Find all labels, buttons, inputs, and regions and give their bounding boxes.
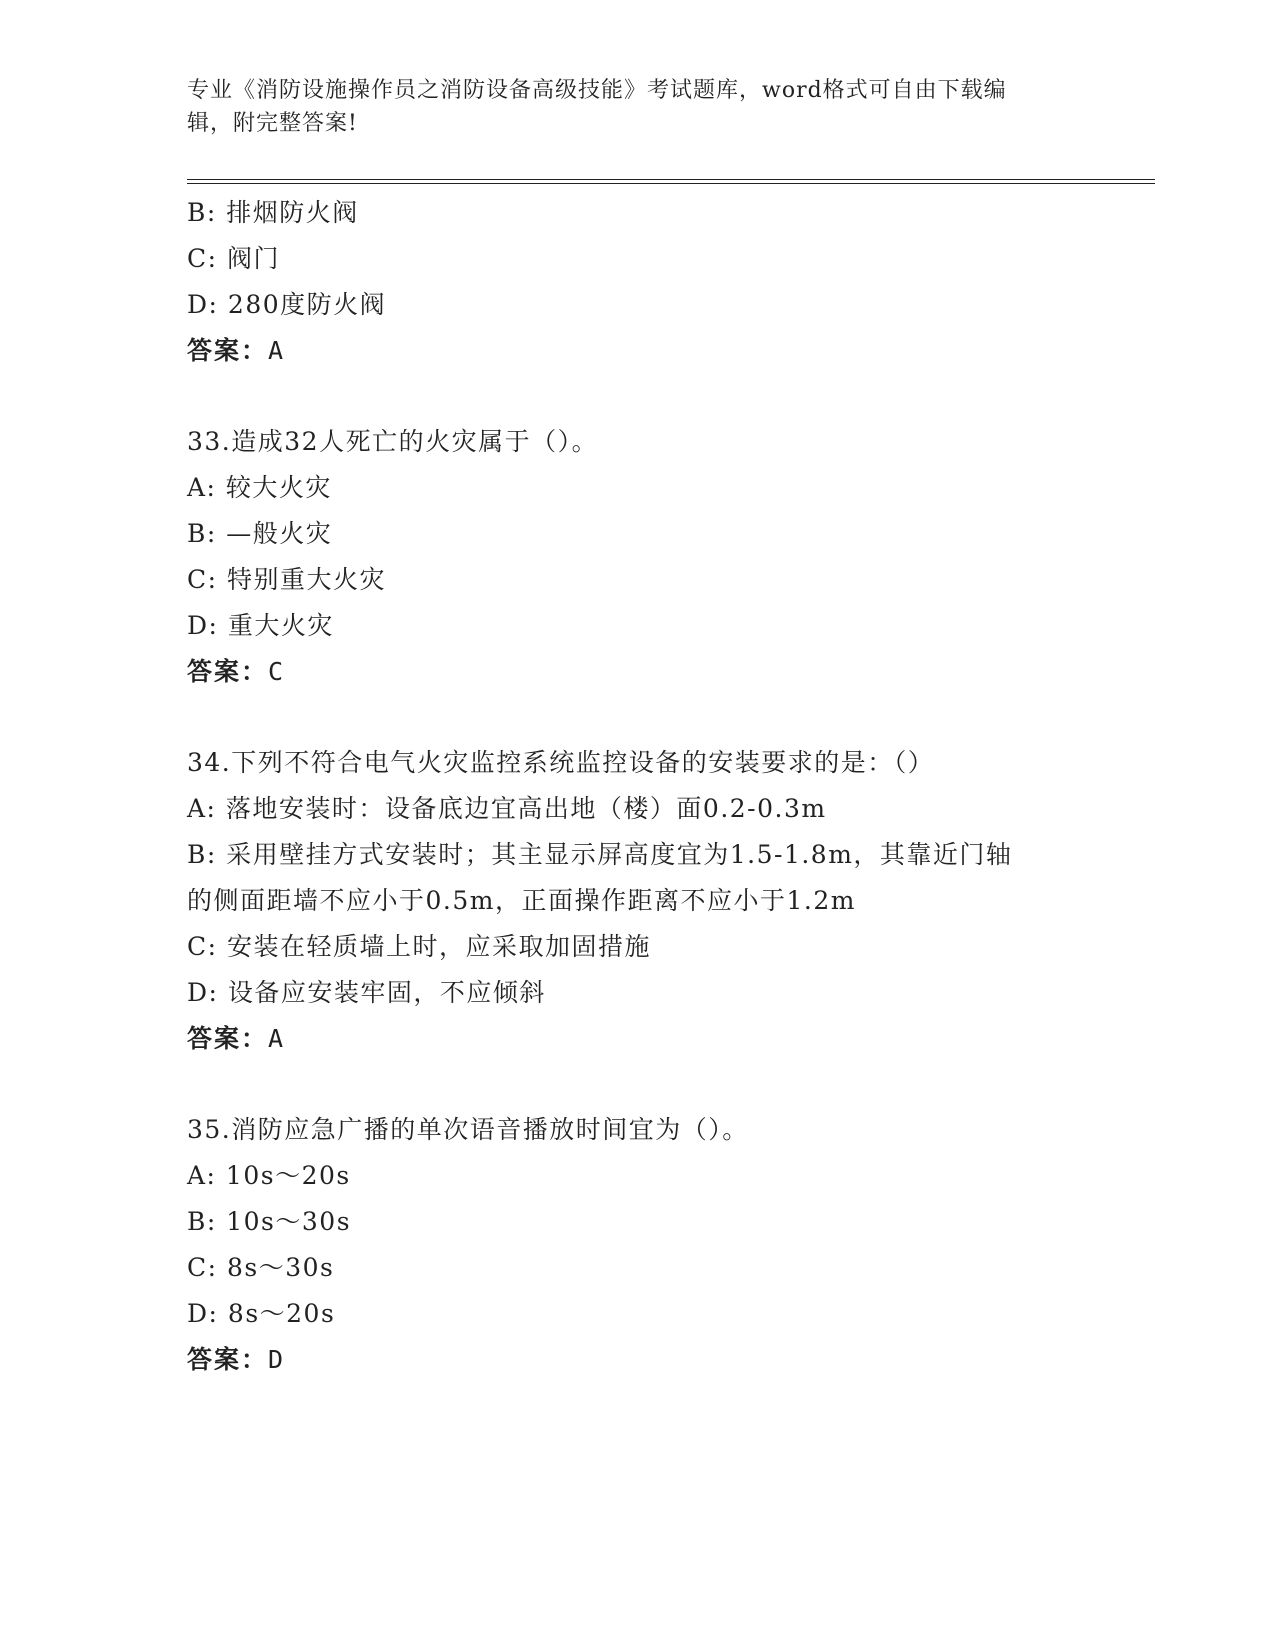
answer-value: A — [268, 1024, 285, 1053]
continued-question — [187, 190, 1087, 374]
option-d: D: 重大火灾 — [187, 611, 334, 640]
answer-value: A — [268, 336, 285, 365]
question-stem: 35.消防应急广播的单次语音播放时间宜为（）。 — [187, 1115, 749, 1144]
question-stem: 34.下列不符合电气火灾监控系统监控设备的安装要求的是：（） — [187, 748, 935, 777]
option-d: D: 设备应安装牢固，不应倾斜 — [187, 978, 546, 1007]
option-b: B: 采用壁挂方式安装时；其主显示屏高度宜为1.5-1.8m，其靠近门轴 — [187, 840, 1013, 869]
option-d: D: 8s～20s — [187, 1299, 336, 1328]
option-b: B: —般火灾 — [187, 519, 333, 548]
answer-label: 答案： — [187, 1024, 269, 1053]
header-line-1: 专业《消防设施操作员之消防设备高级技能》考试题库，word格式可自由下载编 — [187, 78, 1007, 103]
option-b: B: 10s～30s — [187, 1207, 352, 1236]
answer-line — [187, 328, 1087, 374]
option-a: A: 落地安装时：设备底边宜高出地（楼）面0.2-0.3m — [187, 794, 827, 823]
header-line-2: 辑，附完整答案! — [187, 111, 358, 136]
question-stem: 33.造成32人死亡的火灾属于（）。 — [187, 427, 599, 456]
answer-value: D — [268, 1345, 285, 1374]
option-a: A: 10s～20s — [187, 1161, 351, 1190]
answer-label: 答案： — [187, 657, 269, 686]
option-a: A: 较大火灾 — [187, 473, 332, 502]
question-33 — [187, 419, 1087, 695]
answer-line — [187, 1016, 1087, 1062]
option-c: C: 安装在轻质墙上时，应采取加固措施 — [187, 932, 651, 961]
page-header — [187, 74, 1067, 140]
option-b: B: 排烟防火阀 — [187, 198, 359, 227]
answer-line — [187, 649, 1087, 695]
option-b-continued: 的侧面距墙不应小于0.5m，正面操作距离不应小于1.2m — [187, 886, 856, 915]
question-35 — [187, 1107, 1087, 1383]
answer-value: C — [268, 657, 285, 686]
answer-label: 答案： — [187, 336, 269, 365]
answer-line — [187, 1337, 1087, 1383]
option-d: D: 280度防火阀 — [187, 290, 387, 319]
document-body — [187, 190, 1087, 1383]
answer-label: 答案： — [187, 1345, 269, 1374]
option-c: C: 8s～30s — [187, 1253, 335, 1282]
option-c: C: 阀门 — [187, 244, 280, 273]
option-c: C: 特别重大火灾 — [187, 565, 386, 594]
header-divider — [187, 179, 1155, 184]
question-34 — [187, 740, 1087, 1062]
